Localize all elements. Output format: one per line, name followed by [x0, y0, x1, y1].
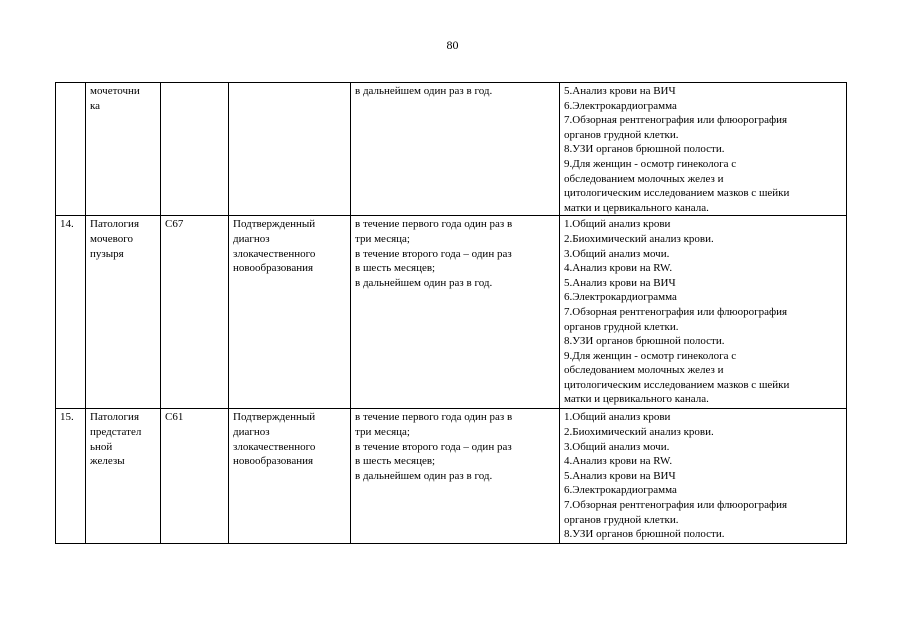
cell-line: ьной: [90, 440, 113, 453]
cell-line: 9.Для женщин - осмотр гинеколога с: [564, 349, 737, 362]
icd-code: [161, 83, 229, 216]
cell-line: 5.Анализ крови на ВИЧ: [564, 469, 676, 482]
cell-line: три месяца;: [355, 425, 410, 438]
cell-line: 7.Обзорная рентгенография или флюорография: [564, 114, 788, 127]
exam-frequency: [351, 409, 560, 544]
cell-line: три месяца;: [355, 232, 410, 245]
cell-line: 8.УЗИ органов брюшной полости.: [564, 143, 725, 156]
icd-code: [161, 409, 229, 544]
cell-line: 5.Анализ крови на ВИЧ: [564, 85, 676, 97]
cell-line: матки и цервикального канала.: [564, 201, 709, 214]
cell-line: злокачественного: [233, 440, 316, 453]
cell-line: 4.Анализ крови на RW.: [564, 262, 673, 275]
cell-line: 4.Анализ крови на RW.: [564, 455, 673, 468]
cell-line: 6.Электрокардиограмма: [564, 484, 677, 497]
table-row: [56, 409, 847, 544]
cell-line: в шесть месяцев;: [355, 262, 436, 275]
cell-line: в течение второго года – один раз: [355, 247, 512, 260]
cell-line: обследованием молочных желез и: [564, 364, 724, 377]
icd-code-text: C67: [165, 218, 184, 231]
cell-line: Подтвержденный: [233, 411, 316, 424]
inclusion-criteria: [229, 216, 351, 409]
cell-line: 3.Общий анализ мочи.: [564, 247, 670, 260]
row-number-text: 15.: [60, 411, 74, 424]
cell-line: 2.Биохимический анализ крови.: [564, 232, 714, 245]
cell-line: мочевого: [90, 232, 133, 245]
cell-line: железы: [90, 455, 125, 468]
cell-line: обследованием молочных желез и: [564, 172, 724, 185]
cell-line: в течение второго года – один раз: [355, 440, 512, 453]
exam-list: [560, 409, 847, 544]
cell-line: 5.Анализ крови на ВИЧ: [564, 276, 676, 289]
cell-line: диагноз: [233, 232, 270, 245]
cell-line: мочеточни: [90, 85, 140, 97]
table-body: [56, 83, 847, 544]
cell-line: 8.УЗИ органов брюшной полости.: [564, 335, 725, 348]
cell-line: 1.Общий анализ крови: [564, 218, 671, 231]
icd-code-text: C61: [165, 411, 184, 424]
exam-list: [560, 83, 847, 216]
icd-code: [161, 216, 229, 409]
cell-line: 1.Общий анализ крови: [564, 411, 671, 424]
cell-line: в дальнейшем один раз в год.: [355, 469, 493, 482]
cell-line: новообразования: [233, 262, 314, 275]
exam-frequency: [351, 83, 560, 216]
row-number: [56, 83, 86, 216]
cell-line: органов грудной клетки.: [564, 513, 679, 526]
cell-line: Патология: [90, 218, 140, 231]
cell-line: в дальнейшем один раз в год.: [355, 85, 493, 97]
exam-frequency: [351, 216, 560, 409]
cell-line: ка: [90, 99, 101, 112]
table-row: [56, 83, 847, 216]
cell-line: цитологическим исследованием мазков с шейки: [564, 187, 790, 200]
cell-line: 3.Общий анализ мочи.: [564, 440, 670, 453]
inclusion-criteria: [229, 409, 351, 544]
cell-line: матки и цервикального канала.: [564, 393, 709, 406]
cell-line: органов грудной клетки.: [564, 320, 679, 333]
cell-line: 7.Обзорная рентгенография или флюорография: [564, 498, 788, 511]
cell-line: в дальнейшем один раз в год.: [355, 276, 493, 289]
cell-line: 6.Электрокардиограмма: [564, 99, 677, 112]
cell-line: в течение первого года один раз в: [355, 411, 513, 424]
cell-line: злокачественного: [233, 247, 316, 260]
cell-line: Патология: [90, 411, 140, 424]
cell-line: пузыря: [90, 247, 124, 260]
cell-line: 6.Электрокардиограмма: [564, 291, 677, 304]
cell-line: 2.Биохимический анализ крови.: [564, 425, 714, 438]
cell-line: цитологическим исследованием мазков с шейки: [564, 378, 790, 391]
follow-up-table: [55, 82, 847, 544]
cell-line: в шесть месяцев;: [355, 455, 436, 468]
cell-line: Подтвержденный: [233, 218, 316, 231]
pathology-name: [86, 83, 161, 216]
cell-line: диагноз: [233, 425, 270, 438]
cell-line: 7.Обзорная рентгенография или флюорография: [564, 305, 788, 318]
row-number: [56, 216, 86, 409]
pathology-name: [86, 409, 161, 544]
cell-line: предстател: [90, 425, 142, 438]
cell-line: органов грудной клетки.: [564, 128, 679, 141]
cell-line: в течение первого года один раз в: [355, 218, 513, 231]
table-row: [56, 216, 847, 409]
inclusion-criteria: [229, 83, 351, 216]
cell-line: новообразования: [233, 455, 314, 468]
exam-list: [560, 216, 847, 409]
row-number-text: 14.: [60, 218, 74, 231]
pathology-name: [86, 216, 161, 409]
page-number: 80: [446, 38, 459, 52]
cell-line: 9.Для женщин - осмотр гинеколога с: [564, 157, 737, 170]
cell-line: 8.УЗИ органов брюшной полости.: [564, 528, 725, 541]
row-number: [56, 409, 86, 544]
